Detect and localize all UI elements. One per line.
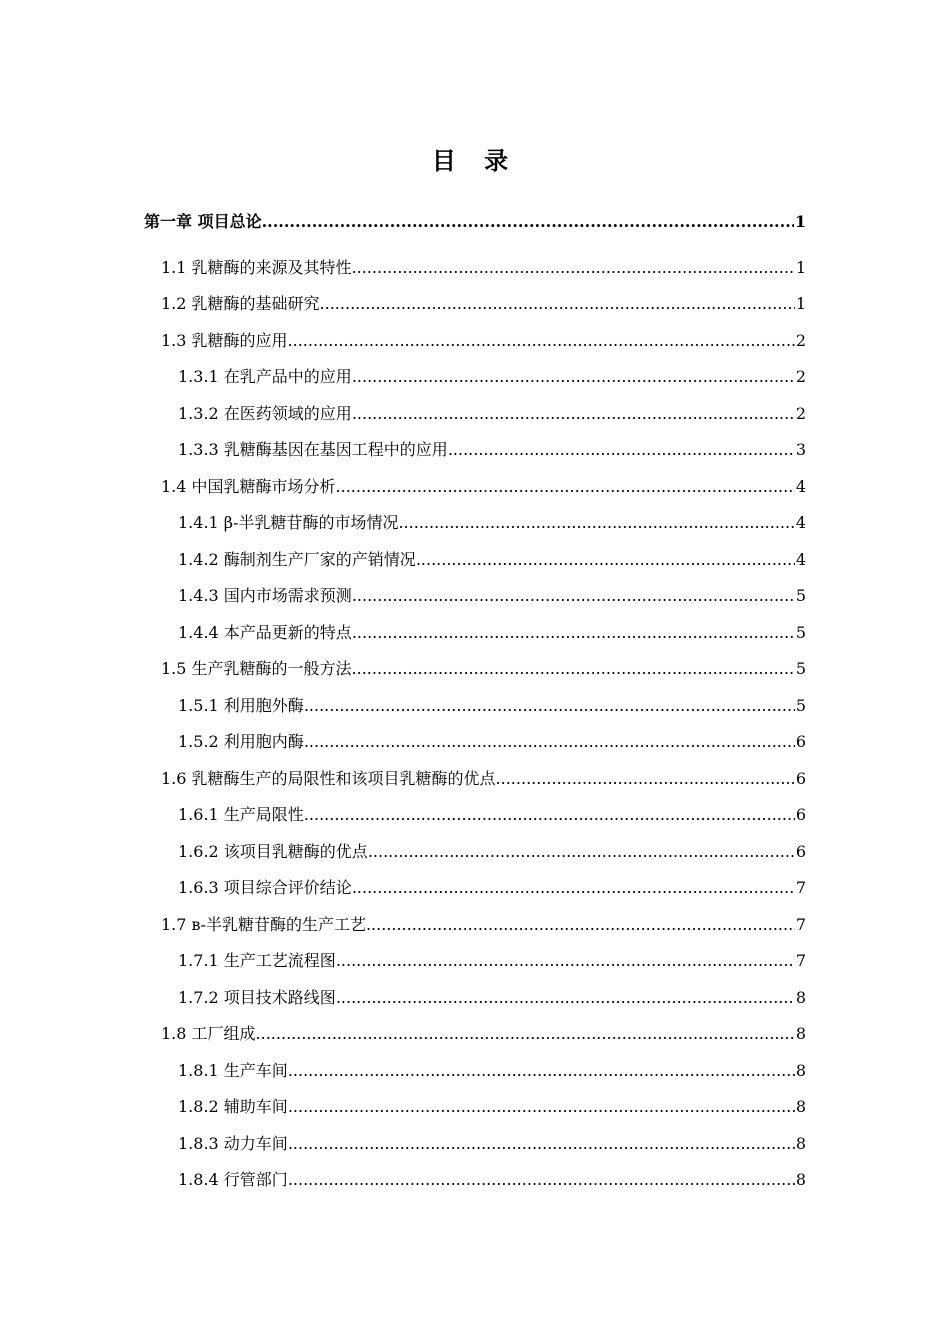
toc-dot-leader [288,1170,795,1190]
toc-entry-title: 1.4.2 酶制剂生产厂家的产销情况 [178,550,416,569]
toc-entry-title: 1.8.2 辅助车间 [178,1097,288,1116]
toc-dot-leader [336,988,795,1008]
toc-entry-title: 1.7.2 项目技术路线图 [178,988,336,1007]
toc-entry-title: 1.8.1 生产车间 [178,1061,288,1080]
toc-entry-1-5-1[interactable] [178,692,806,716]
toc-entry-title: 1.6.3 项目综合评价结论 [178,878,352,897]
toc-page-number: 6 [795,769,806,788]
page-title: 目 录 [431,146,519,175]
toc-dot-leader [352,258,795,278]
toc-entry-1-8-2[interactable] [178,1093,806,1117]
toc-page-number: 8 [795,1024,806,1043]
toc-dot-leader [304,732,795,752]
toc-page-number: 7 [795,878,806,897]
toc-dot-leader [288,1134,795,1154]
toc-entry-1-4-2[interactable] [178,546,806,570]
toc-entry-title: 1.5.2 利用胞内酶 [178,732,304,751]
toc-dot-leader [262,212,794,232]
toc-entry-1-4[interactable] [161,473,806,497]
toc-dot-leader [288,331,795,351]
toc-page-number: 5 [795,586,806,605]
toc-entry-title: 1.6 乳糖酶生产的局限性和该项目乳糖酶的优点 [161,769,496,788]
toc-dot-leader [352,404,795,424]
toc-entry-1-6-2[interactable] [178,838,806,862]
toc-dot-leader [288,1097,795,1117]
toc-dot-leader [352,586,795,606]
toc-entry-1-5[interactable] [161,655,806,679]
toc-dot-leader [352,878,795,898]
toc-entry-title: 1.5 生产乳糖酶的一般方法 [161,659,352,678]
toc-entry-title: 1.3.2 在医药领域的应用 [178,404,352,423]
toc-page-number: 5 [795,623,806,642]
toc-entry-title: 1.6.2 该项目乳糖酶的优点 [178,842,368,861]
toc-entry-1-7-2[interactable] [178,984,806,1008]
toc-page-number: 7 [795,951,806,970]
toc-entry-1-3[interactable] [161,327,806,351]
toc-entry-1-2[interactable] [161,290,806,314]
toc-entry-title: 1.4.3 国内市场需求预测 [178,586,352,605]
toc-entry-1-8-1[interactable] [178,1057,806,1081]
toc-entry-1-5-2[interactable] [178,728,806,752]
toc-dot-leader [448,440,795,460]
toc-entry-title: 1.5.1 利用胞外酶 [178,696,304,715]
toc-entry-1-8-4[interactable] [178,1166,806,1190]
toc-page-number: 3 [795,440,806,459]
toc-dot-leader [352,623,795,643]
toc-page-number: 6 [795,805,806,824]
toc-page-number: 4 [795,477,806,496]
toc-page-number: 2 [795,331,806,350]
toc-entry-1-6-1[interactable] [178,801,806,825]
toc-entry-title: 1.1 乳糖酶的来源及其特性 [161,258,352,277]
toc-entry-title: 1.8.3 动力车间 [178,1134,288,1153]
toc-entry-1-4-3[interactable] [178,582,806,606]
toc-dot-leader [416,550,795,570]
toc-entry-1-8[interactable] [161,1020,806,1044]
toc-entry-1-4-1[interactable] [178,509,806,533]
toc-page-number: 5 [795,659,806,678]
toc-page-number: 8 [795,1170,806,1189]
toc-entry-1-6-3[interactable] [178,874,806,898]
toc-page-number: 4 [795,513,806,532]
toc-entry-title: 1.8.4 行管部门 [178,1170,288,1189]
toc-entry-chapter-1[interactable] [144,208,806,232]
toc-entry-1-3-3[interactable] [178,436,806,460]
toc-entry-title: 1.4 中国乳糖酶市场分析 [161,477,336,496]
toc-dot-leader [352,659,795,679]
toc-entry-title: 1.7.1 生产工艺流程图 [178,951,336,970]
toc-page-number: 1 [795,258,806,277]
toc-dot-leader [304,805,795,825]
toc-dot-leader [336,951,795,971]
toc-entry-1-1[interactable] [161,254,806,278]
toc-entry-title: 1.3.1 在乳产品中的应用 [178,367,352,386]
toc-page-number: 2 [795,367,806,386]
toc-entry-title: 1.4.1 β-半乳糖苷酶的市场情况 [178,513,399,532]
toc-dot-leader [366,915,795,935]
toc-entry-title: 1.3 乳糖酶的应用 [161,331,288,350]
toc-page-number: 6 [795,842,806,861]
toc-entry-1-3-2[interactable] [178,400,806,424]
toc-entry-1-4-4[interactable] [178,619,806,643]
toc-page-number: 8 [795,1134,806,1153]
toc-entry-title: 1.4.4 本产品更新的特点 [178,623,352,642]
toc-dot-leader [320,294,795,314]
toc-entry-title: 1.7 в-半乳糖苷酶的生产工艺 [161,915,366,934]
toc-dot-leader [398,513,794,533]
toc-entry-title: 1.2 乳糖酶的基础研究 [161,294,320,313]
toc-page-number: 2 [795,404,806,423]
toc-entry-title: 1.6.1 生产局限性 [178,805,304,824]
toc-page-number: 8 [795,1097,806,1116]
toc-dot-leader [256,1024,795,1044]
toc-dot-leader [368,842,795,862]
toc-entry-1-7[interactable] [161,911,806,935]
toc-dot-leader [336,477,795,497]
toc-dot-leader [496,769,795,789]
toc-page-number: 8 [795,1061,806,1080]
toc-dot-leader [304,696,795,716]
toc-page-number: 1 [795,294,806,313]
toc-page-number: 8 [795,988,806,1007]
toc-page-number: 6 [795,732,806,751]
toc-entry-title: 1.3.3 乳糖酶基因在基因工程中的应用 [178,440,448,459]
toc-dot-leader [352,367,795,387]
toc-entry-1-3-1[interactable] [178,363,806,387]
toc-entry-1-7-1[interactable] [178,947,806,971]
toc-entry-1-6[interactable] [161,765,806,789]
toc-entry-1-8-3[interactable] [178,1130,806,1154]
toc-page-number: 4 [795,550,806,569]
toc-page-number: 7 [795,915,806,934]
toc-entry-title: 1.8 工厂组成 [161,1024,256,1043]
toc-dot-leader [288,1061,795,1081]
toc-page-number: 5 [795,696,806,715]
toc-page-number: 1 [794,212,806,231]
toc-entry-title: 第一章 项目总论 [144,212,262,231]
